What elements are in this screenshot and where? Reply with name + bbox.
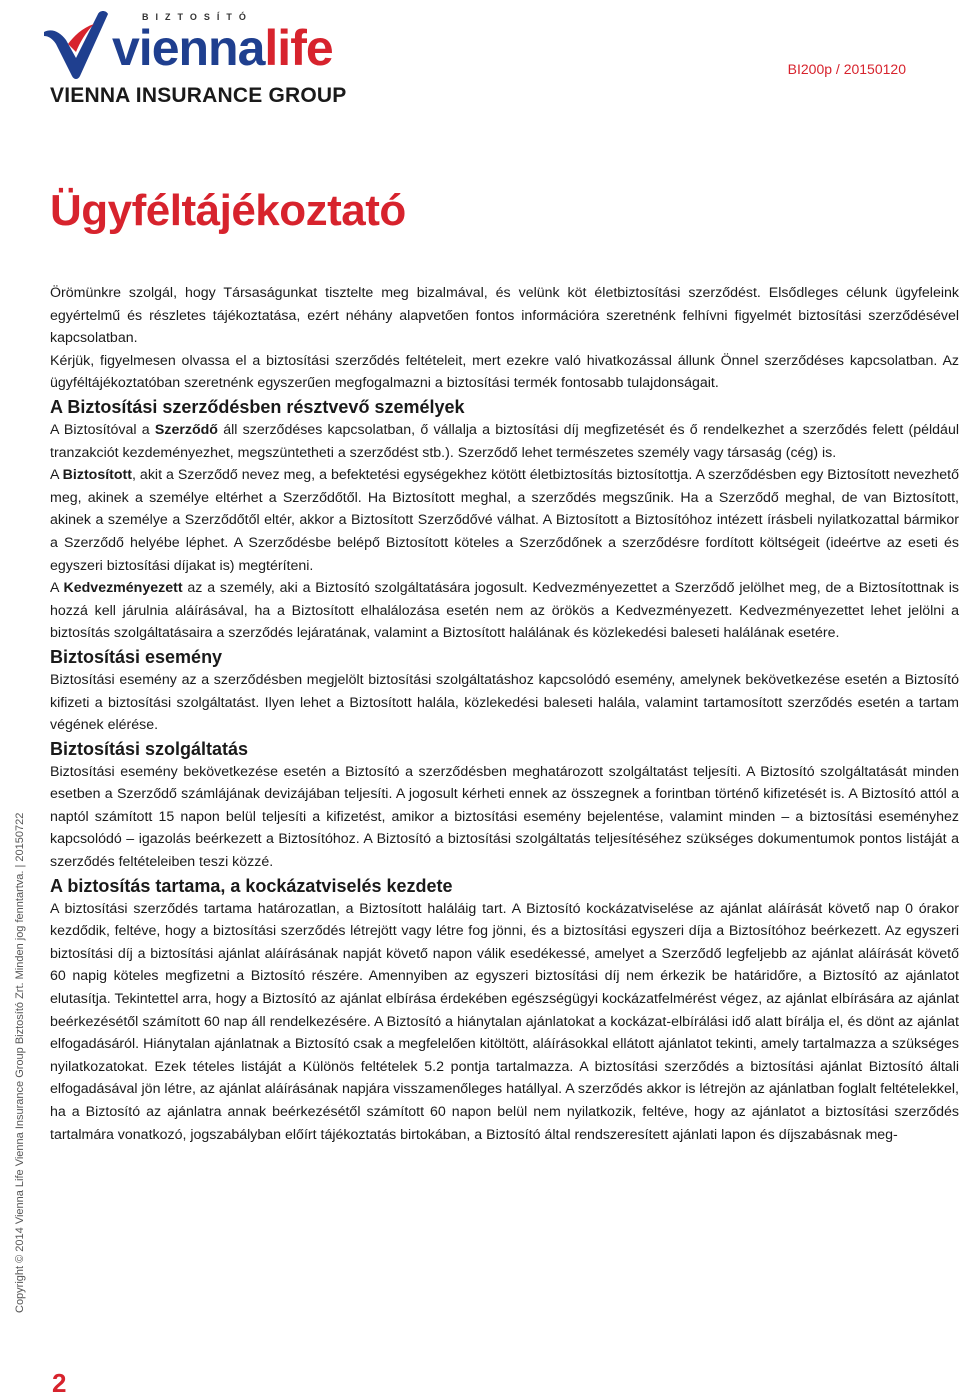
section-heading-duration: A biztosítás tartama, a kockázatviselés kezdete: [50, 875, 453, 896]
logo-swoosh-icon: [38, 6, 118, 86]
section-heading-insurance-service: Biztosítási szolgáltatás: [50, 738, 249, 759]
logo-group-name: VIENNA INSURANCE GROUP: [50, 84, 347, 107]
participants-paragraph-3: A Kedvezményezett az a személy, aki a Biztosító szolgáltatására jogosult. Kedvezményezettet a Szerződő jelölhet meg, de a Biztosítottnak is hozzá kell járulnia aláírásával, ha a Biztosított elhalálozása esetén nem az örökös a Kedvezményezett. Kedvezményezettet lehet jelölni a biztosítás szolgáltatásaira a szerződés lejáratának, valamint a Biztosított halálának és közlekedési baleseti halálának esetére.: [50, 580, 959, 642]
page-title: Ügyféltájékoztató: [50, 186, 406, 235]
vienna-life-logo: [38, 6, 347, 107]
logo-wordmark: viennalife: [112, 20, 333, 76]
participants-paragraph-2: A Biztosított, akit a Szerződő nevez meg, a befektetési egységekhez kötött életbiztosítás biztosítottja. A szerződésben egy Biztosított nevezhető meg, akinek a személye eltérhet a Szerződőtől. Ha Biztosított meghal, a szerződés megszűnik. Ha a Szerződő meghal, de van Biztosított, akinek a személye a Szerződőtől eltér, akkor a Biztosított Szerződővé válhat. A Biztosított a Biztosítóhoz intézett írásbeli nyilatkozattal bármikor a Szerződő helyébe léphet. A Szerződésbe belépő Biztosított köteles a Szerződőnek a szerződésre fordított költségeit (ideértve az eseti és egyszeri biztosítási díjakat is) megtéríteni.: [50, 467, 959, 574]
insurance-event-paragraph: Biztosítási esemény az a szerződésben megjelölt biztosítási szolgáltatáshoz kapcsolódó esemény, amelynek bekövetkezése esetén a Biztosító kifizeti a biztosítási szolgáltatást. Ilyen lehet a Biztosított halála, közlekedési baleseti halála, valamint tartamosított szerződés esetén a tartam végének elérése.: [50, 671, 959, 734]
insurance-service-paragraph: Biztosítási esemény bekövetkezése esetén a Biztosító a szerződésben meghatározott szolgáltatást teljesíti. A Biztosító szolgáltatását minden esetben a Szerződő számlájának devizájában teljesíti. A jogosult kérheti ennek az összegnek a forintban történő kifizetését is. A Biztosító attól a naptól számított 15 napon belül teljesíti a kifizetést, amikor a biztosítási esemény bejelentése, valamint minden – a biztosítási eseményhez kapcsolódó – igazolás beérkezett a Biztosítóhoz. A Biztosító a biztosítási szolgáltatás teljesítéséhez szükséges dokumentumok pontos listáját a szerződés feltételeiben teszi közzé.: [50, 763, 959, 871]
section-heading-insurance-event: Biztosítási esemény: [50, 646, 223, 667]
duration-paragraph: A biztosítási szerződés tartama határozatlan, a Biztosított haláláig tart. A Biztosító kockázatviselése az ajánlat aláírását követő nap 0 órakor kezdődik, feltéve, hogy a biztosítási szerződés létrejött vagy létre fog jönni, és a biztosítási egyszeri díja a Biztosítóhoz beérkezett. Az egyszeri biztosítási díj a biztosítási ajánlat aláírásának napját követő napon válik esedékessé, amelyet a Szerződő legfeljebb az ajánlat aláírását követő 60 napig köteles megfizetni a Biztosító részére. Amennyiben az egyszeri biztosítási díj nem érkezik be határidőre, a Biztosító az ajánlatot elutasítja. Tekintettel arra, hogy a Biztosító az ajánlat elbírása érdekében egészségügyi kockázatfelmérést végez, az ajánlat elbírására az ajánlat beérkezésétől számított 60 nap áll rendelkezésére. A Biztosító a hiánytalan ajánlatokat a kockázat-elbírálási idő alatt bírálja el, és dönt az ajánlat elfogadásáról. Hiánytalan ajánlatnak a Biztosító csak a megfelelően kitöltött, aláírásokkal ellátott ajánlatot tekinti, amely tartalmazza a szükséges nyilatkozatokat. Ezek tételes listáját a Különös feltételek 5.2 pontja tartalmazza. A biztosítási szerződés a biztosítási ajánlat Biztosító általi elfogadásával jön létre, az ajánlat aláírásának napjára visszamenőleges hatállyal. A szerződés akkor is létrejön az ajánlatban foglalt feltételekkel, ha a Biztosító az ajánlatra annak beérkezésétől számított 60 napon belül nem nyilatkozik, feltéve, hogy az ajánlatot a biztosítási szerződés tartalmára vonatkozó, jogszabályban előírt tájékoztatás birtokában, a Biztosító által rendszeresített ajánlati lapon és díjszabásnak meg-: [50, 900, 959, 1143]
participants-paragraph-1: A Biztosítóval a Szerződő áll szerződéses kapcsolatban, ő vállalja a biztosítási díj megfizetését és ő rendelkezhet a szerződés felett (például tranzakciót kezdeményezhet, megszüntetheti a szerződést stb.). Szerződő lehet természetes személy vagy társaság (cég) is.: [50, 421, 959, 461]
document-reference: BI200p / 20150120: [787, 61, 906, 77]
section-heading-participants: A Biztosítási szerződésben résztvevő személyek: [50, 396, 465, 417]
intro-paragraph-1: Örömünkre szolgál, hogy Társaságunkat tisztelte meg bizalmával, és velünk köt életbiztosítási szerződést. Elsődleges célunk ügyfeleink egyértelmű és részletes tájékoztatása, ezért néhány alapvetően fontos információra szeretnénk felhívni figyelmét biztosítási szerződésével kapcsolatban.: [50, 285, 959, 347]
intro-paragraph-2: Kérjük, figyelmesen olvassa el a biztosítási szerződés feltételeit, mert ezekre való hivatkozással állunk Önnel szerződéses kapcsolatban. Az ügyféltájékoztatóban szeretnénk egyszerűen megfogalmazni a biztosítási termék fontosabb tulajdonságait.: [50, 352, 959, 392]
document-body: [50, 282, 959, 1146]
logo-subtitle: BIZTOSÍTÓ: [142, 12, 253, 22]
copyright-vertical-text: Copyright © 2014 Vienna Life Vienna Insurance Group Biztosító Zrt. Minden jog fenntartva. | 20150722: [14, 812, 26, 1313]
page-number: 2: [52, 1368, 67, 1398]
